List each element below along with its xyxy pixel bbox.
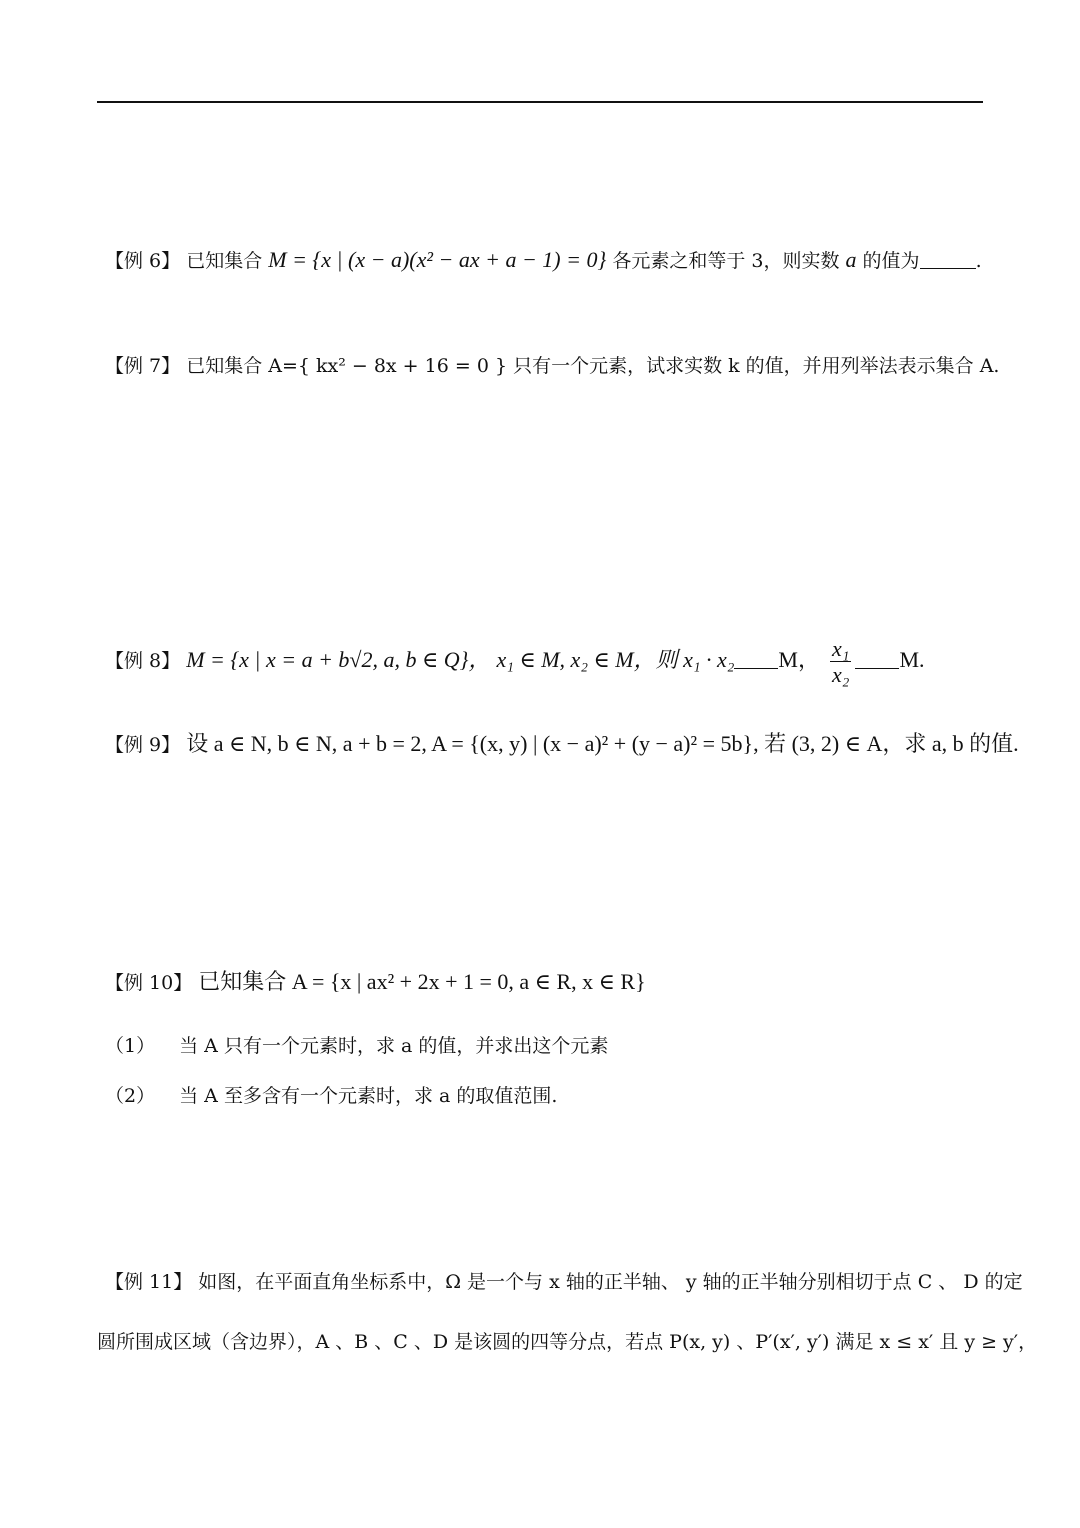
example-9-text: 设 a ∈ N, b ∈ N, a + b = 2, A = {(x, y) | (x − a)² + (y − a)² = 5b}, 若 (3, 2) ∈ A，求 a, b 的值. xyxy=(186,731,1019,756)
fraction-numerator: x₁ xyxy=(832,635,850,661)
example-10-question-1 xyxy=(105,1032,608,1060)
answer-blank xyxy=(920,250,976,269)
example-9 xyxy=(105,730,1019,759)
example-8-set: M = {x | x = a + b√2, a, b ∈ Q}， xyxy=(186,647,491,672)
example-10-text: 已知集合 A = {x | ax² + 2x + 1 = 0, a ∈ R, x ∈ R} xyxy=(198,969,646,994)
example-8 xyxy=(105,634,925,688)
example-8-m1: M， xyxy=(778,647,820,672)
fraction-x1-over-x2 xyxy=(830,637,851,688)
example-6 xyxy=(105,246,982,275)
example-6-set: M = {x | (x − a)(x² − ax + a − 1) = 0} xyxy=(268,247,607,272)
question-2-text: 当 A 至多含有一个元素时，求 a 的取值范围. xyxy=(179,1085,558,1107)
example-7 xyxy=(105,352,999,380)
example-6-post2: 的值为 xyxy=(862,250,920,272)
example-6-end: . xyxy=(975,250,982,272)
example-11-line-2 xyxy=(97,1328,1037,1356)
question-1-number: （1） xyxy=(105,1035,156,1057)
fraction-denominator: x₂ xyxy=(832,661,850,687)
example-8-m2: M. xyxy=(899,647,925,672)
example-8-mid: x₁ ∈ M, x₂ ∈ M，则 x₁ · x₂ xyxy=(496,647,735,672)
example-10 xyxy=(105,968,646,997)
example-9-tag: 【例 9】 xyxy=(105,734,181,756)
example-6-pre: 已知集合 xyxy=(186,250,263,272)
example-11-line-1-text: 如图，在平面直角坐标系中，Ω 是一个与 x 轴的正半轴、 y 轴的正半轴分别相切于点 C 、 D 的定 xyxy=(198,1271,1023,1293)
example-6-tag: 【例 6】 xyxy=(105,250,181,272)
example-10-question-2 xyxy=(105,1082,557,1110)
example-11-line-1 xyxy=(105,1268,1023,1296)
example-6-var: a xyxy=(845,247,857,272)
example-11-line-2-text: 圆所围成区域（含边界），A 、B 、C 、D 是该圆的四等分点，若点 P(x, y) 、P′(x′, y′) 满足 x ≤ x′ 且 y ≥ y′， xyxy=(97,1331,1038,1353)
example-6-post: 各元素之和等于 3，则实数 xyxy=(612,250,840,272)
example-7-text: 已知集合 A={ kx² − 8x + 16 = 0 } 只有一个元素，试求实数 k 的值，并用列举法表示集合 A. xyxy=(186,355,1000,377)
example-8-tag: 【例 8】 xyxy=(105,650,181,672)
answer-blank xyxy=(734,650,778,669)
example-11-tag: 【例 11】 xyxy=(105,1271,193,1293)
question-2-number: （2） xyxy=(105,1085,156,1107)
example-7-tag: 【例 7】 xyxy=(105,355,181,377)
header-rule xyxy=(97,101,983,103)
example-10-tag: 【例 10】 xyxy=(105,972,193,994)
answer-blank xyxy=(855,650,899,669)
question-1-text: 当 A 只有一个元素时，求 a 的值，并求出这个元素 xyxy=(179,1035,609,1057)
